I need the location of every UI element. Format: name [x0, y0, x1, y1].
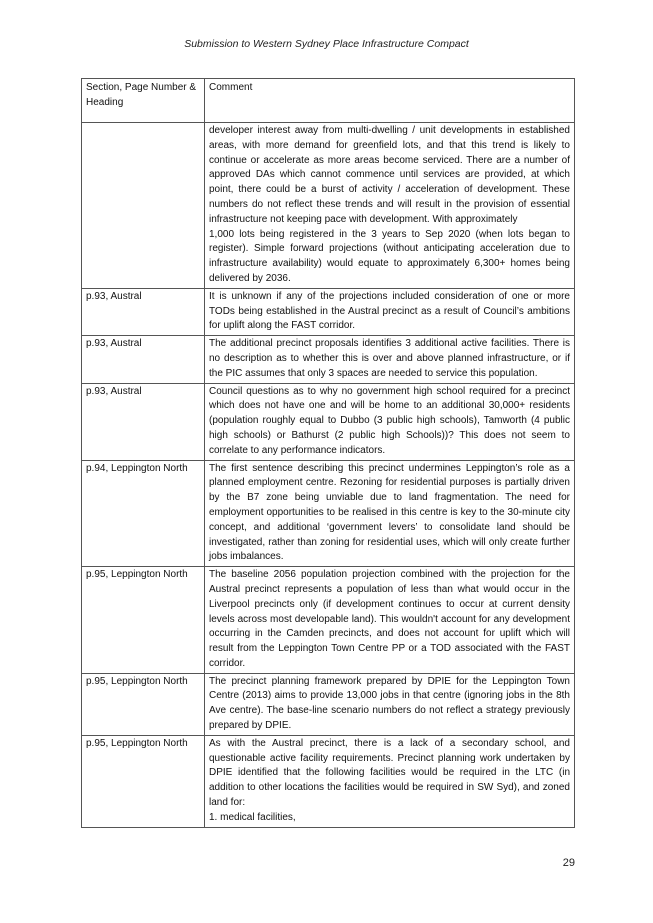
comment-cell: [205, 460, 575, 567]
section-cell: p.95, Leppington North: [82, 673, 205, 735]
comment-paragraph: The precinct planning framework prepared by DPIE for the Leppington Town Centre (2013) aims to provide 13,000 jobs in that centre (ignoring jobs in the 8th Ave centre). The base-line scenario numbers do not reflect a strategy previously prepared by DPIE.: [209, 675, 570, 732]
comment-cell: [205, 673, 575, 735]
table-row: [82, 735, 575, 827]
section-cell: p.93, Austral: [82, 336, 205, 383]
comment-paragraph: It is unknown if any of the projections included consideration of one or more TODs being established in the Austral precinct as a result of Council’s ambitions for uplift along the FAST corridor.: [209, 290, 570, 332]
table-row: [82, 383, 575, 460]
table-row: [82, 288, 575, 335]
comment-paragraph: The baseline 2056 population projection combined with the projection for the Austral precinct represents a population of less than what would occur in the Liverpool precincts only (if development continues to occur at current density levels across most developable land). This wouldn't account for any development occurring in the Camden precincts, and does not account for uplift which will result from the Leppington Town Centre PP or a TOD associated with the FAST corridor.: [209, 569, 570, 669]
comment-paragraph: 1. medical facilities,: [209, 811, 296, 823]
comment-paragraph: 1,000 lots being registered in the 3 years to Sep 2020 (when lots began to register). Simple forward projections (without anticipating acceleration due to infrastructure availability) would equate to approximately 6,300+ homes being delivered by 2036.: [209, 228, 570, 284]
comment-cell: [205, 288, 575, 335]
page-header: Submission to Western Sydney Place Infrastructure Compact: [184, 38, 469, 50]
table-row: [82, 567, 575, 674]
comment-cell: [205, 123, 575, 289]
table-row: [82, 673, 575, 735]
comment-cell: [205, 567, 575, 674]
comments-table: [81, 78, 575, 828]
comment-paragraph: The additional precinct proposals identifies 3 additional active facilities. There is no description as to whether this is over and above planned infrastructure, or if the PIC assumes that only 3 spaces are needed to service this population.: [209, 338, 570, 379]
comment-paragraph: The first sentence describing this precinct undermines Leppington’s role as a planned employment centre. Rezoning for residential purposes is partially driven by the B7 zone being unviable due to land fragmentation. The need for employment opportunities to be realised in this centre is key to the 30-minute city concept, and additional ‘government levers’ to consolidate land should be investigated, rather than zoning for residential uses, which will only create further jobs imbalances.: [209, 462, 570, 563]
comment-cell: [205, 336, 575, 383]
section-cell: p.93, Austral: [82, 288, 205, 335]
comment-cell: [205, 383, 575, 460]
comment-paragraph: Council questions as to why no government high school required for a precinct which does not have one and will be home to an additional 30,000+ residents (population roughly equal to Dubbo (3 public high schools), Tamworth (4 public high schools) or Bathurst (2 public high Schools))? This does not seem to correlate to any performance indicators.: [209, 385, 570, 456]
column-header-comment: Comment: [205, 79, 575, 123]
section-cell: p.93, Austral: [82, 383, 205, 460]
section-cell: p.95, Leppington North: [82, 735, 205, 827]
comment-cell: [205, 735, 575, 827]
section-cell: [82, 123, 205, 289]
comment-paragraph: developer interest away from multi-dwelling / unit developments in established areas, with more demand for greenfield lots, and that this trend is likely to continue or accelerate as more areas become serviced. There are a number of approved DAs which cannot commence until services are provided, at which point, there could be a burst of activity / acceleration of development. These numbers do not reflect these trends and will result in the provision of essential infrastructure not keeping pace with development. With approximately: [209, 125, 570, 225]
comment-paragraph: As with the Austral precinct, there is a lack of a secondary school, and questionable active facility requirements. Precinct planning work undertaken by DPIE identified that the following facilities would be required in the LTC (in addition to other locations the facilities would be required in SW Syd), and zoned land for:: [209, 737, 570, 809]
section-cell: p.95, Leppington North: [82, 567, 205, 674]
column-header-section: Section, Page Number & Heading: [82, 79, 205, 123]
table-header-row: [82, 79, 575, 123]
table-row: [82, 336, 575, 383]
section-cell: p.94, Leppington North: [82, 460, 205, 567]
table-row: [82, 123, 575, 289]
table-row: [82, 460, 575, 567]
page-number: 29: [562, 857, 575, 869]
